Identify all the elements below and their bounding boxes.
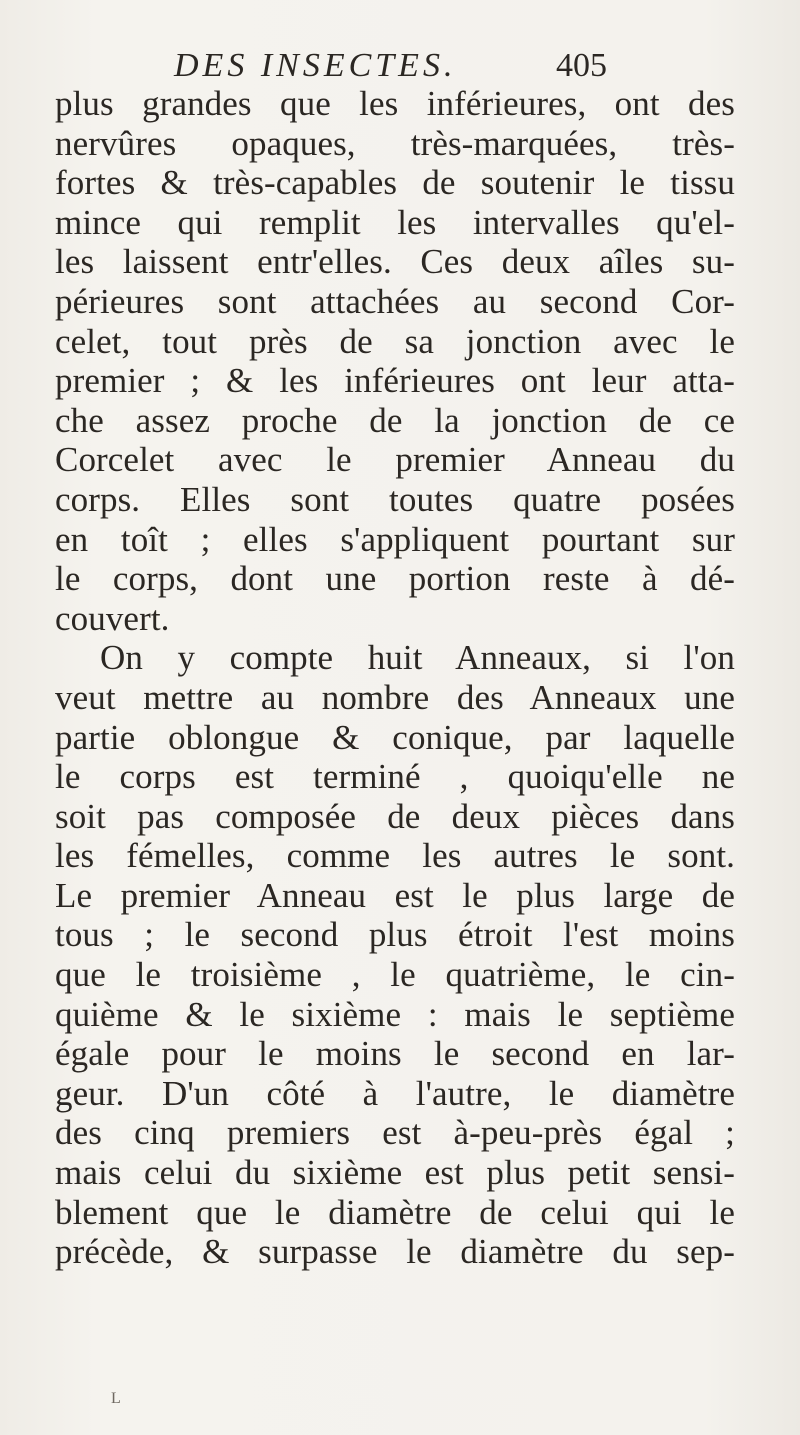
text-line: quième & le sixième : mais le septième bbox=[55, 994, 735, 1034]
text-line: Le premier Anneau est le plus large de bbox=[55, 875, 735, 915]
page-number: 405 bbox=[556, 47, 607, 84]
text-line: soit pas composée de deux pièces dans bbox=[55, 796, 735, 836]
running-head: DES INSECTES. bbox=[174, 47, 457, 84]
text-line: couvert. bbox=[55, 598, 170, 638]
text-line: en toît ; elles s'appliquent pourtant sur bbox=[55, 519, 735, 559]
text-line: le corps est terminé , quoiqu'elle ne bbox=[55, 757, 735, 797]
text-line: blement que le diamètre de celui qui le bbox=[55, 1192, 735, 1232]
text-line: précède, & surpasse le diamètre du sep- bbox=[55, 1232, 735, 1272]
text-line: que le troisième , le quatrième, le cin- bbox=[55, 955, 735, 995]
body-text bbox=[55, 84, 735, 1272]
text-line: tous ; le second plus étroit l'est moins bbox=[55, 915, 735, 955]
text-line: che assez proche de la jonction de ce bbox=[55, 400, 735, 440]
text-line: premier ; & les inférieures ont leur atta- bbox=[55, 361, 735, 401]
text-line: partie oblongue & conique, par laquelle bbox=[55, 717, 735, 757]
text-line: mince qui remplit les intervalles qu'el- bbox=[55, 202, 735, 242]
text-line: plus grandes que les inférieures, ont des bbox=[55, 84, 735, 123]
text-line: geur. D'un côté à l'autre, le diamètre bbox=[55, 1073, 735, 1113]
text-line: nervûres opaques, très-marquées, très- bbox=[55, 123, 735, 163]
text-line: celet, tout près de sa jonction avec le bbox=[55, 321, 735, 361]
text-line: fortes & très-capables de soutenir le tissu bbox=[55, 163, 735, 203]
text-line: corps. Elles sont toutes quatre posées bbox=[55, 479, 735, 519]
text-line: mais celui du sixième est plus petit sensi- bbox=[55, 1153, 735, 1193]
signature-mark: L bbox=[111, 1390, 121, 1407]
text-line: les fémelles, comme les autres le sont. bbox=[55, 836, 735, 876]
text-line: des cinq premiers est à-peu-près égal ; bbox=[55, 1113, 735, 1153]
text-line: les laissent entr'elles. Ces deux aîles su- bbox=[55, 242, 735, 282]
text-line: le corps, dont une portion reste à dé- bbox=[55, 559, 735, 599]
text-line: Corcelet avec le premier Anneau du bbox=[55, 440, 735, 480]
text-line: périeures sont attachées au second Cor- bbox=[55, 281, 735, 321]
text-line: On y compte huit Anneaux, si l'on bbox=[100, 638, 735, 678]
text-line: égale pour le moins le second en lar- bbox=[55, 1034, 735, 1074]
text-line: veut mettre au nombre des Anneaux une bbox=[55, 677, 735, 717]
